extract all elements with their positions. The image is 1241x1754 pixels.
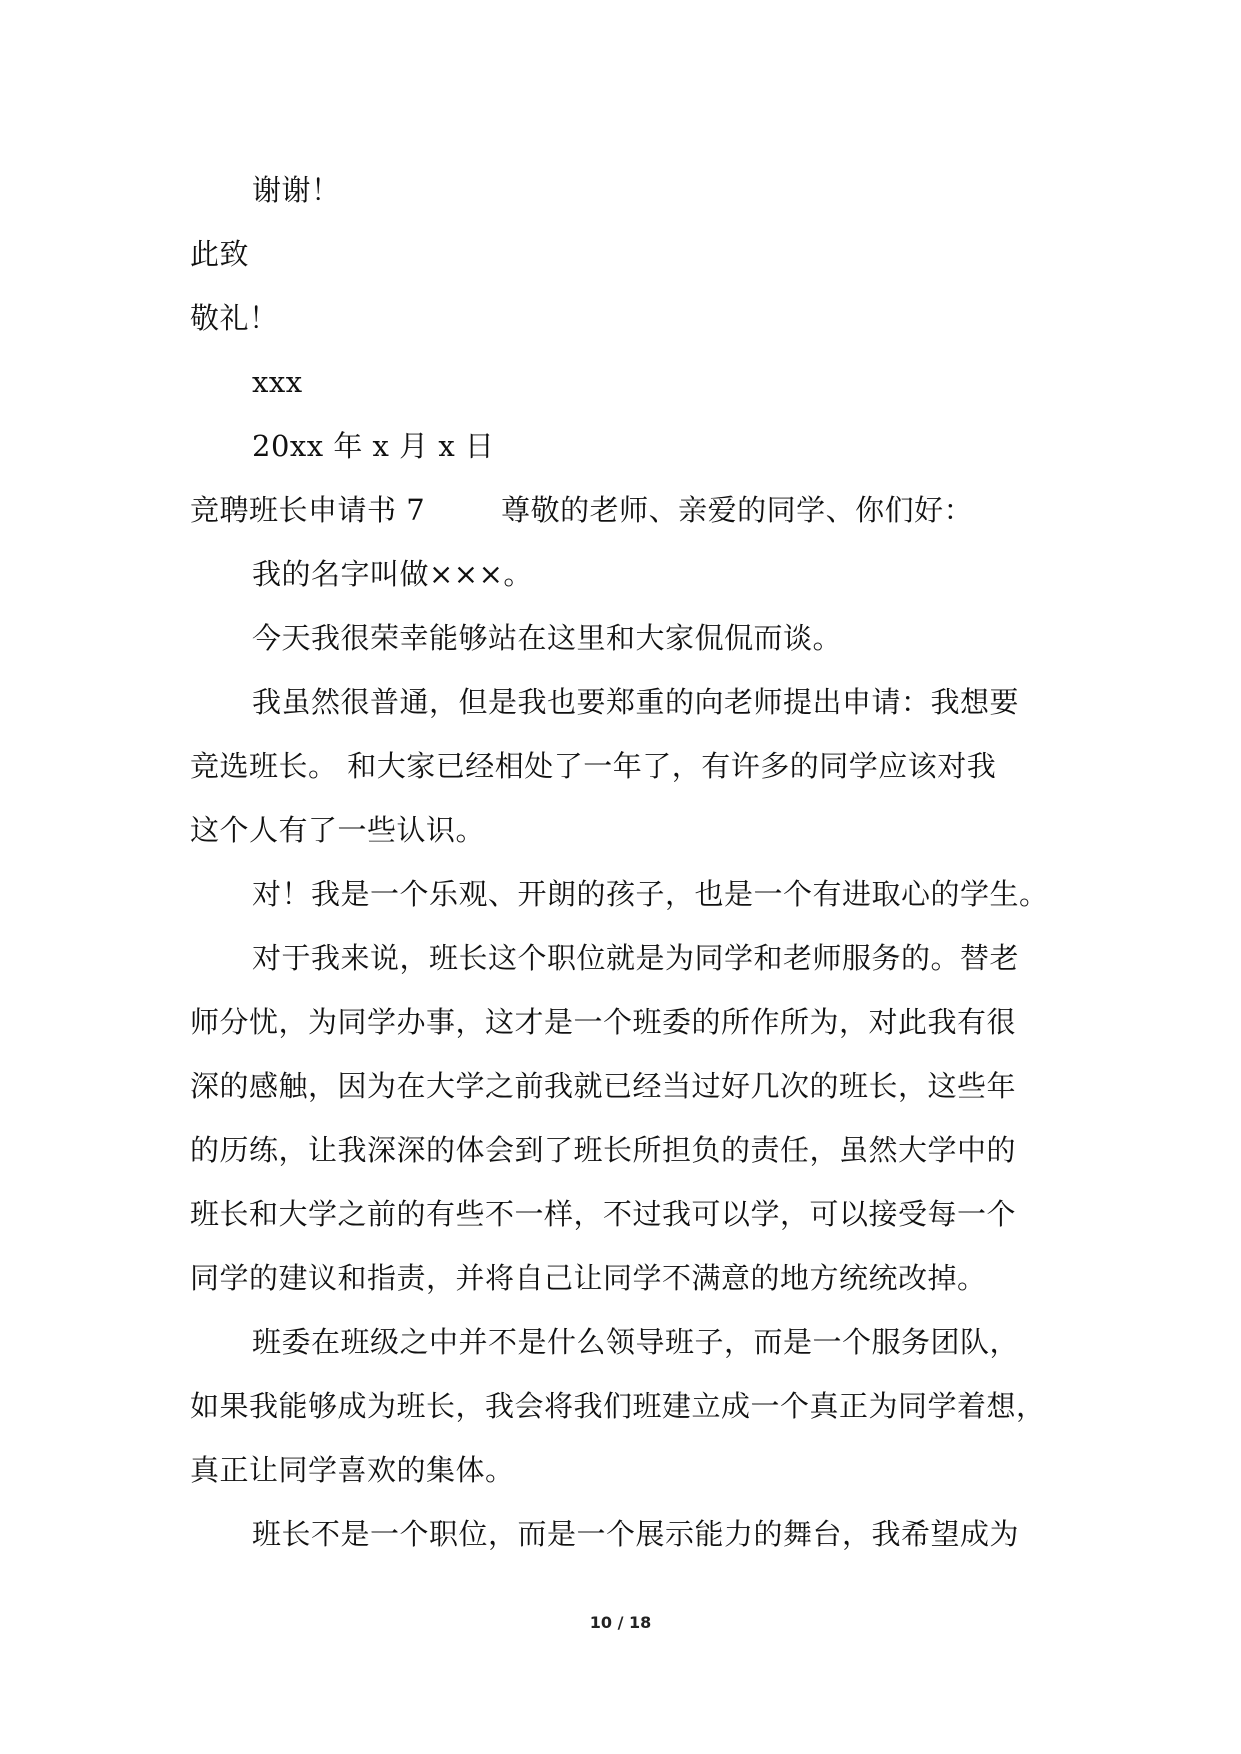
page-number: 10 / 18 bbox=[589, 1613, 652, 1632]
body-line: 的历练，让我深深的体会到了班长所担负的责任，虽然大学中的 bbox=[190, 1133, 1017, 1167]
thanks-line: 谢谢！ bbox=[252, 173, 341, 207]
salutation-line-1: 此致 bbox=[190, 237, 250, 271]
body-line: 对！我是一个乐观、开朗的孩子，也是一个有进取心的学生。 bbox=[252, 877, 1049, 911]
body-line: 竞选班长。 和大家已经相处了一年了，有许多的同学应该对我 bbox=[190, 749, 997, 783]
body-line: 今天我很荣幸能够站在这里和大家侃侃而谈。 bbox=[252, 621, 843, 655]
section-greeting: 尊敬的老师、亲爱的同学、你们好： bbox=[501, 493, 974, 527]
date-line: 20xx 年 x 月 x 日 bbox=[252, 429, 495, 463]
body-line: 对于我来说，班长这个职位就是为同学和老师服务的。替老 bbox=[252, 941, 1020, 975]
body-line: 我的名字叫做×××。 bbox=[252, 557, 533, 591]
document-body bbox=[190, 158, 1070, 1566]
section-title: 竞聘班长申请书 7 bbox=[190, 493, 426, 527]
body-line: 深的感触，因为在大学之前我就已经当过好几次的班长，这些年 bbox=[190, 1069, 1017, 1103]
body-line: 班长不是一个职位，而是一个展示能力的舞台，我希望成为 bbox=[252, 1517, 1020, 1551]
body-line: 班委在班级之中并不是什么领导班子，而是一个服务团队， bbox=[252, 1325, 1020, 1359]
body-line: 我虽然很普通，但是我也要郑重的向老师提出申请：我想要 bbox=[252, 685, 1020, 719]
section-title-line bbox=[190, 478, 1070, 542]
body-line: 这个人有了一些认识。 bbox=[190, 813, 486, 847]
body-line: 师分忧，为同学办事，这才是一个班委的所作所为，对此我有很 bbox=[190, 1005, 1017, 1039]
body-line: 真正让同学喜欢的集体。 bbox=[190, 1453, 515, 1487]
body-line: 班长和大学之前的有些不一样，不过我可以学，可以接受每一个 bbox=[190, 1197, 1017, 1231]
body-line: 同学的建议和指责，并将自己让同学不满意的地方统统改掉。 bbox=[190, 1261, 987, 1295]
salutation-line-2: 敬礼！ bbox=[190, 301, 279, 335]
body-line: 如果我能够成为班长，我会将我们班建立成一个真正为同学着想， bbox=[190, 1389, 1046, 1423]
signature-line: xxx bbox=[252, 365, 303, 399]
body-paragraphs bbox=[190, 542, 1070, 1566]
